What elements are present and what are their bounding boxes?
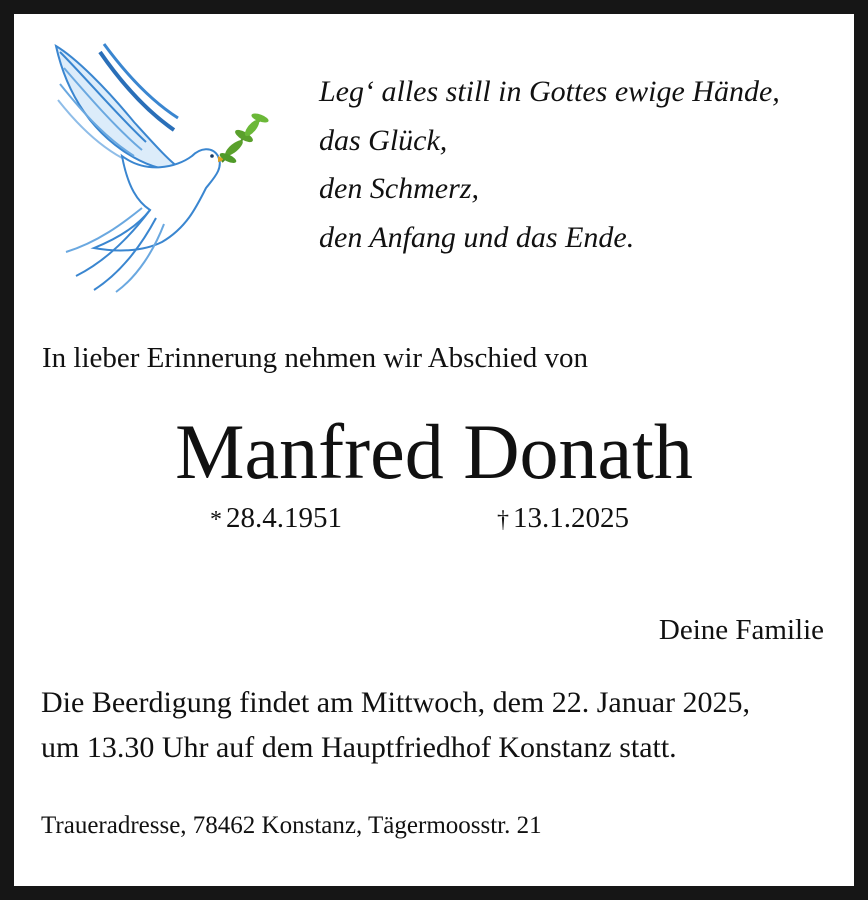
death-date-value: 13.1.2025 [513,502,629,534]
death-date [497,502,629,535]
funeral-line: Die Beerdigung findet am Mittwoch, dem 22. Januar 2025, [41,686,751,719]
poem-line: den Anfang und das Ende. [319,220,635,254]
poem-verse [319,68,780,262]
dove-with-olive-branch-icon [46,38,270,294]
birth-date-value: 28.4.1951 [226,502,342,534]
mourning-address: Traueradresse, 78462 Konstanz, Tägermoosstr. 21 [41,812,542,839]
poem-line: den Schmerz, [319,172,479,205]
funeral-notice [41,680,750,770]
poem-line: Leg‘ alles still in Gottes ewige Hände, [319,75,780,108]
poem-line: das Glück, [319,123,448,157]
farewell-intro: In lieber Erinnerung nehmen wir Abschied von [42,342,589,374]
family-signature: Deine Familie [658,614,824,646]
funeral-line: um 13.30 Uhr auf dem Hauptfriedhof Konstanz statt. [41,731,677,764]
death-cross-symbol: † [497,507,509,533]
birth-date [210,502,342,535]
birth-star-symbol: * [210,507,222,533]
deceased-name: Manfred Donath [175,408,693,495]
